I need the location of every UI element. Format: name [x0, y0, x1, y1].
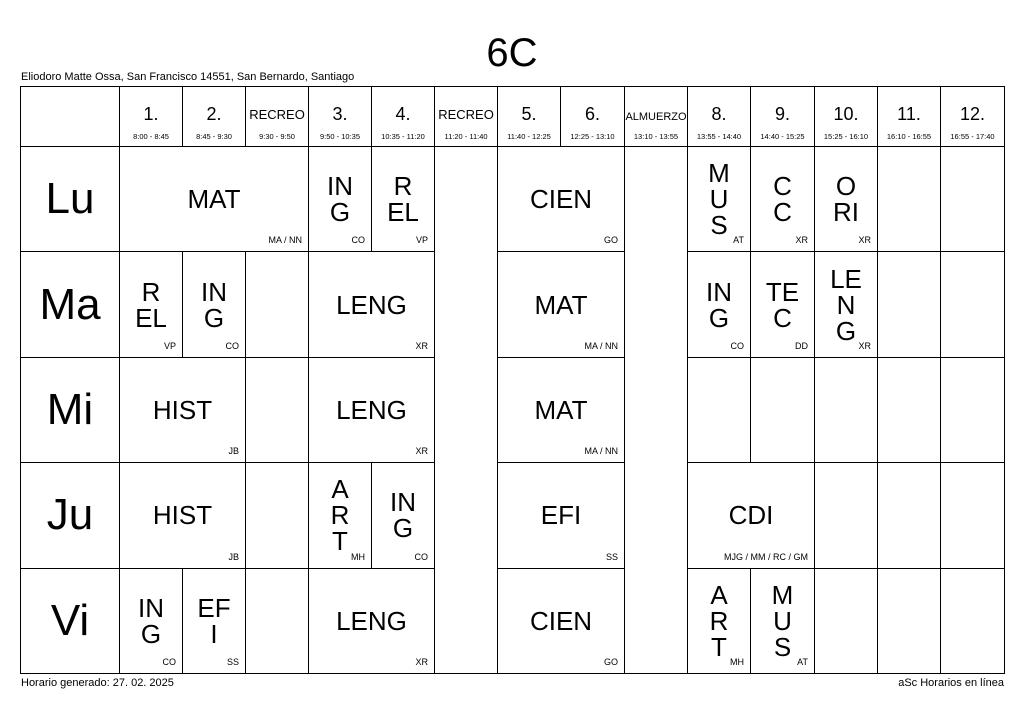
- lesson-teacher: XR: [858, 235, 871, 246]
- lesson-teacher: GO: [603, 656, 618, 667]
- lesson-cell[interactable]: [750, 568, 815, 674]
- period-time: 9:50 - 10:35: [319, 132, 361, 141]
- lesson-subject: ORI: [833, 171, 859, 228]
- lesson-teacher: CO: [414, 551, 428, 562]
- lesson-subject: CC: [773, 171, 792, 228]
- lesson-subject: REL: [135, 276, 167, 333]
- period-time: 16:10 - 16:55: [886, 132, 932, 141]
- period-time: 15:25 - 16:10: [823, 132, 869, 141]
- lesson-subject: MAT: [187, 184, 241, 215]
- lesson-teacher: XR: [415, 656, 428, 667]
- empty-slot: [940, 568, 1005, 674]
- lesson-subject: MUS: [771, 579, 794, 662]
- empty-slot: [940, 462, 1005, 568]
- period-header: [877, 86, 941, 147]
- period-time: 9:30 - 9:50: [259, 132, 295, 141]
- day-cell: [20, 251, 120, 357]
- lesson-subject: CIEN: [529, 605, 593, 636]
- period-header: [245, 86, 309, 147]
- period-time: 14:40 - 15:25: [760, 132, 805, 141]
- period-header: [814, 86, 878, 147]
- lesson-cell[interactable]: [308, 357, 435, 463]
- lesson-cell[interactable]: [687, 568, 751, 674]
- lesson-cell[interactable]: [687, 146, 751, 252]
- lesson-subject: CIEN: [529, 184, 593, 215]
- page-title: 6C: [486, 31, 538, 75]
- empty-slot: [687, 357, 751, 463]
- period-header: [308, 86, 372, 147]
- empty-slot: [877, 146, 941, 252]
- lesson-subject: LENG: [830, 263, 862, 346]
- lesson-subject: EFI: [197, 592, 231, 649]
- lesson-subject: TEC: [765, 276, 800, 333]
- lesson-teacher: CO: [225, 340, 239, 351]
- period-header: [119, 86, 183, 147]
- period-header: [624, 86, 688, 147]
- lesson-subject: MUS: [708, 158, 730, 241]
- lesson-subject: EFI: [540, 500, 582, 531]
- generator-credit: aSc Horarios en línea: [898, 677, 1004, 689]
- period-header: [560, 86, 625, 147]
- period-label: 4.: [395, 104, 411, 124]
- period-label: 2.: [206, 104, 222, 124]
- lesson-teacher: CO: [351, 235, 365, 246]
- lesson-cell[interactable]: [308, 462, 372, 568]
- lesson-teacher: AT: [797, 656, 808, 667]
- lesson-cell[interactable]: [308, 568, 435, 674]
- lesson-teacher: XR: [858, 340, 871, 351]
- lesson-cell[interactable]: [119, 357, 246, 463]
- empty-slot: [814, 568, 878, 674]
- lesson-cell[interactable]: [371, 146, 435, 252]
- empty-slot: [245, 251, 309, 357]
- period-header: [940, 86, 1005, 147]
- empty-slot: [877, 568, 941, 674]
- lesson-cell[interactable]: [371, 462, 435, 568]
- lesson-teacher: GO: [603, 235, 618, 246]
- period-label: RECREO: [249, 107, 305, 122]
- lesson-teacher: JB: [228, 551, 239, 562]
- empty-slot: [245, 357, 309, 463]
- day-cell: [20, 146, 120, 252]
- period-time: 11:40 - 12:25: [507, 132, 551, 141]
- period-label: 3.: [332, 104, 348, 124]
- lesson-cell[interactable]: [182, 251, 246, 357]
- lesson-teacher: VP: [415, 235, 428, 246]
- lesson-cell[interactable]: [308, 251, 435, 357]
- empty-slot: [940, 357, 1005, 463]
- lesson-teacher: CO: [730, 340, 744, 351]
- lesson-subject: LENG: [336, 394, 407, 425]
- lesson-cell[interactable]: [497, 146, 625, 252]
- lesson-subject: REL: [387, 171, 419, 228]
- period-label: 11.: [897, 104, 921, 124]
- lesson-teacher: VP: [163, 340, 176, 351]
- lesson-cell[interactable]: [497, 568, 625, 674]
- lesson-cell[interactable]: [308, 146, 372, 252]
- lesson-subject: ING: [706, 276, 732, 333]
- break-column: [624, 146, 688, 674]
- lesson-subject: HIST: [152, 394, 213, 425]
- day-label: Ju: [46, 490, 94, 540]
- period-header: [371, 86, 435, 147]
- lesson-subject: ING: [390, 487, 416, 544]
- period-time: 16:55 - 17:40: [950, 132, 995, 141]
- period-time: 8:45 - 9:30: [196, 132, 232, 141]
- lesson-subject: HIST: [152, 500, 213, 531]
- lesson-cell[interactable]: [182, 568, 246, 674]
- period-time: 13:10 - 13:55: [633, 132, 679, 141]
- lesson-cell[interactable]: [119, 568, 183, 674]
- lesson-teacher: SS: [226, 656, 239, 667]
- lesson-teacher: CO: [162, 656, 176, 667]
- day-label: Vi: [50, 595, 90, 645]
- lesson-teacher: SS: [605, 551, 618, 562]
- lesson-subject: ING: [327, 171, 353, 228]
- period-label: 8.: [711, 104, 727, 124]
- lesson-cell[interactable]: [814, 146, 878, 252]
- empty-slot: [877, 251, 941, 357]
- empty-slot: [245, 568, 309, 674]
- period-time: 11:20 - 11:40: [444, 132, 488, 141]
- lesson-teacher: MH: [351, 551, 365, 562]
- day-cell: [20, 568, 120, 674]
- period-header: [750, 86, 815, 147]
- generated-date: Horario generado: 27. 02. 2025: [21, 677, 174, 689]
- lesson-subject: ING: [138, 592, 164, 649]
- lesson-subject: ING: [201, 276, 227, 333]
- lesson-teacher: XR: [415, 340, 428, 351]
- period-header: [182, 86, 246, 147]
- period-label: 1.: [143, 104, 159, 124]
- lesson-teacher: XR: [415, 446, 428, 457]
- lesson-teacher: MA / NN: [584, 446, 618, 457]
- break-column: [434, 146, 498, 674]
- lesson-subject: ART: [709, 579, 729, 662]
- day-cell: [20, 357, 120, 463]
- lesson-cell[interactable]: [497, 251, 625, 357]
- period-time: 13:55 - 14:40: [696, 132, 742, 141]
- period-header: [434, 86, 498, 147]
- lesson-subject: LENG: [336, 605, 407, 636]
- day-label: Lu: [45, 174, 95, 224]
- period-label: RECREO: [438, 107, 494, 122]
- day-cell: [20, 462, 120, 568]
- period-label: 10.: [833, 104, 859, 124]
- lesson-teacher: JB: [228, 446, 239, 457]
- school-address: Eliodoro Matte Ossa, San Francisco 14551, San Bernardo, Santiago: [21, 71, 355, 83]
- lesson-cell[interactable]: [497, 357, 625, 463]
- day-label: Mi: [46, 384, 94, 434]
- corner-cell: [20, 86, 120, 147]
- lesson-cell[interactable]: [687, 251, 751, 357]
- lesson-teacher: MA / NN: [584, 340, 618, 351]
- timetable-grid: [20, 86, 1004, 673]
- period-label: ALMUERZO: [625, 111, 687, 123]
- lesson-cell[interactable]: [687, 462, 815, 568]
- period-time: 12:25 - 13:10: [570, 132, 615, 141]
- period-label: 5.: [521, 104, 537, 124]
- period-header: [497, 86, 561, 147]
- lesson-cell[interactable]: [497, 462, 625, 568]
- empty-slot: [814, 357, 878, 463]
- lesson-subject: CDI: [728, 500, 774, 531]
- lesson-teacher: MJG / MM / RC / GM: [724, 551, 808, 562]
- empty-slot: [245, 462, 309, 568]
- empty-slot: [814, 462, 878, 568]
- empty-slot: [877, 357, 941, 463]
- lesson-teacher: AT: [733, 235, 744, 246]
- lesson-teacher: DD: [795, 340, 808, 351]
- lesson-cell[interactable]: [750, 146, 815, 252]
- lesson-cell[interactable]: [814, 251, 878, 357]
- lesson-subject: LENG: [336, 289, 407, 320]
- lesson-teacher: MA / NN: [268, 235, 302, 246]
- empty-slot: [940, 146, 1005, 252]
- empty-slot: [940, 251, 1005, 357]
- lesson-subject: ART: [330, 474, 350, 557]
- lesson-cell[interactable]: [119, 146, 309, 252]
- period-header: [687, 86, 751, 147]
- lesson-subject: MAT: [534, 394, 588, 425]
- lesson-cell[interactable]: [119, 251, 183, 357]
- lesson-teacher: XR: [795, 235, 808, 246]
- empty-slot: [750, 357, 815, 463]
- period-label: 12.: [959, 104, 986, 124]
- lesson-cell[interactable]: [119, 462, 246, 568]
- period-label: 6.: [584, 104, 600, 124]
- period-time: 8:00 - 8:45: [133, 132, 169, 141]
- empty-slot: [877, 462, 941, 568]
- period-time: 10:35 - 11:20: [381, 132, 425, 141]
- lesson-cell[interactable]: [750, 251, 815, 357]
- period-label: 9.: [774, 104, 790, 124]
- day-label: Ma: [39, 279, 101, 329]
- lesson-teacher: MH: [730, 656, 744, 667]
- lesson-subject: MAT: [534, 289, 588, 320]
